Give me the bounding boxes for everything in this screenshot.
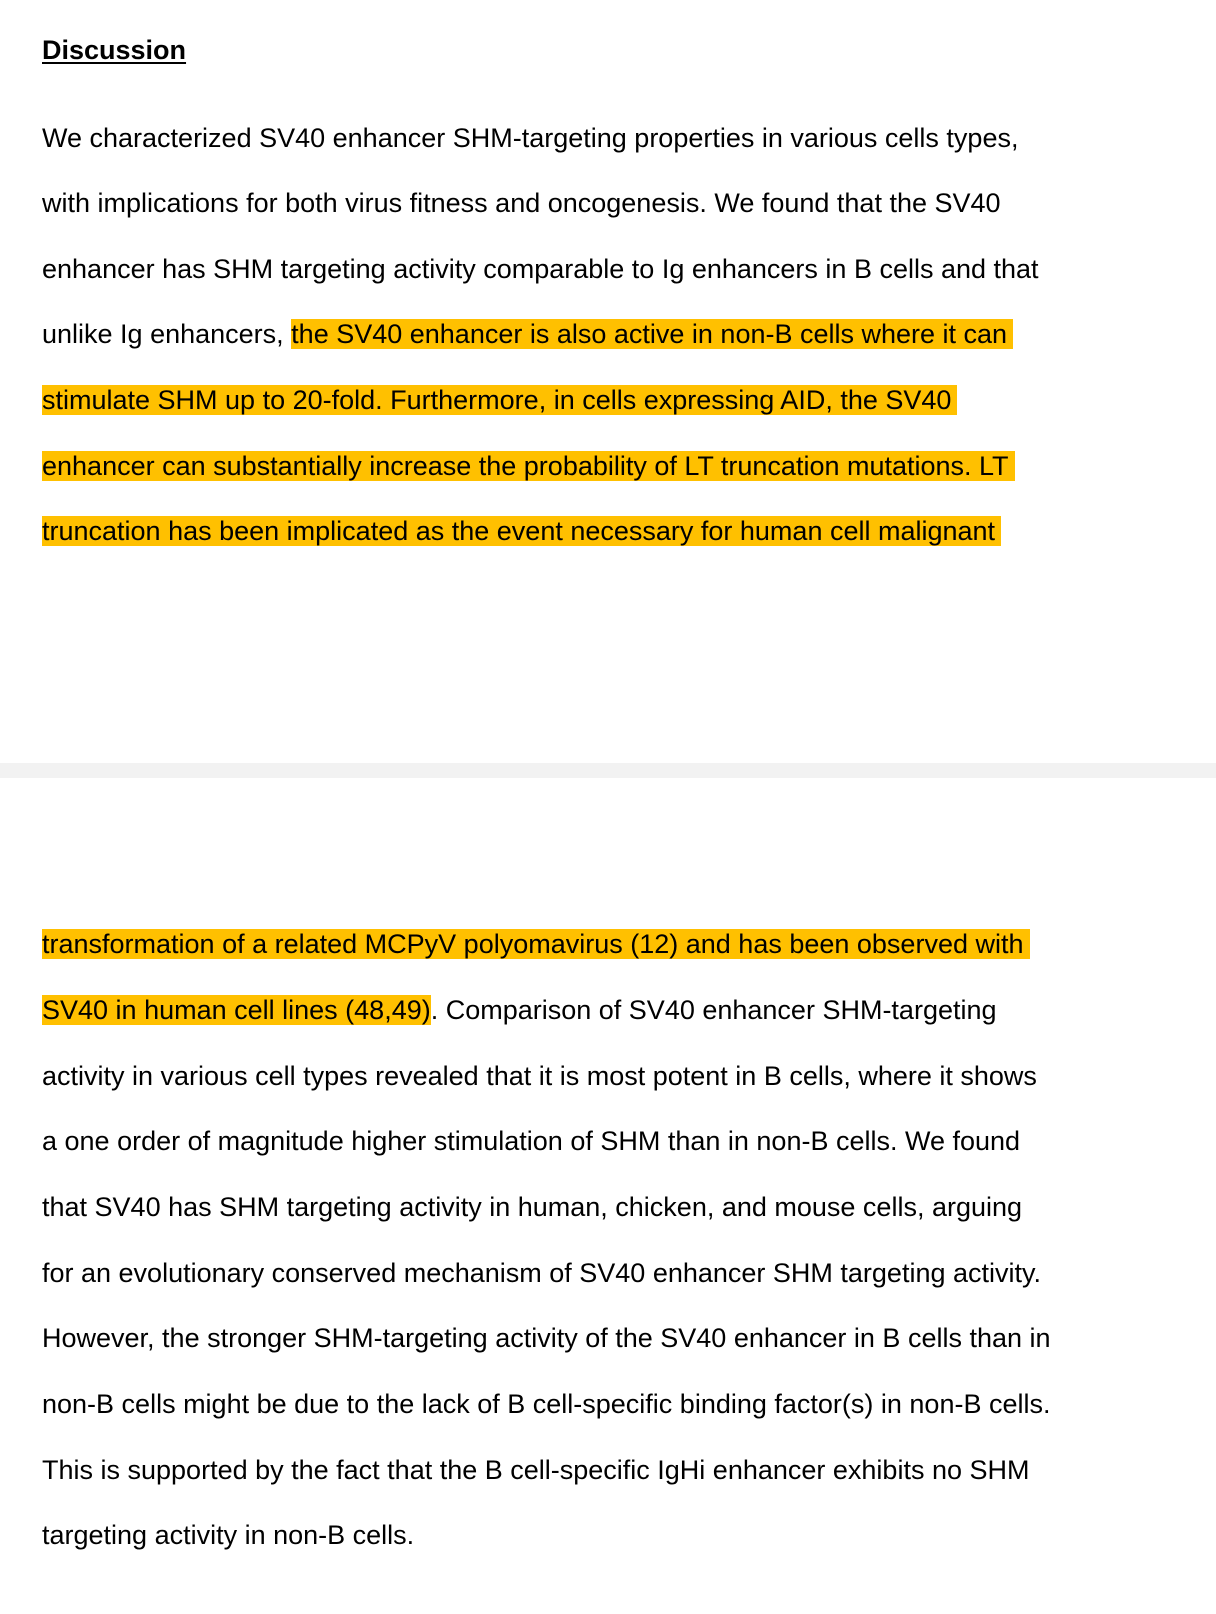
text-segment-plain: . Comparison of SV40 enhancer SHM-targeting bbox=[430, 995, 997, 1025]
text-line-7 bbox=[42, 513, 1001, 549]
text-line-15: non-B cells might be due to the lack of B cell-specific binding factor(s) in non-B cells. bbox=[42, 1389, 1051, 1419]
section-heading: Discussion bbox=[42, 35, 187, 65]
highlighted-text: SV40 in human cell lines (48,49) bbox=[42, 995, 431, 1025]
highlighted-text: enhancer can substantially increase the probability of LT truncation mutations. LT bbox=[42, 451, 1015, 481]
text-line-1: We characterized SV40 enhancer SHM-targeting properties in various cells types, bbox=[42, 123, 1019, 153]
text-line-4 bbox=[42, 316, 1013, 352]
highlighted-text: transformation of a related MCPyV polyomavirus (12) and has been observed with bbox=[42, 929, 1030, 959]
text-line-17: targeting activity in non-B cells. bbox=[42, 1520, 415, 1550]
highlighted-text: the SV40 enhancer is also active in non-B cells where it can bbox=[291, 319, 1013, 349]
text-line-10: activity in various cell types revealed that it is most potent in B cells, where it shows bbox=[42, 1061, 1037, 1091]
text-line-11: a one order of magnitude higher stimulation of SHM than in non-B cells. We found bbox=[42, 1126, 1021, 1156]
text-line-8 bbox=[42, 926, 1030, 962]
text-segment-plain: unlike Ig enhancers, bbox=[42, 319, 292, 349]
text-line-9 bbox=[42, 992, 997, 1028]
text-line-6 bbox=[42, 448, 1015, 484]
highlighted-text: stimulate SHM up to 20-fold. Furthermore, in cells expressing AID, the SV40 bbox=[42, 385, 957, 415]
page-separator bbox=[0, 763, 1216, 778]
text-line-2: with implications for both virus fitness and oncogenesis. We found that the SV40 bbox=[42, 188, 1001, 218]
text-line-16: This is supported by the fact that the B cell-specific IgHi enhancer exhibits no SHM bbox=[42, 1455, 1030, 1485]
text-line-14: However, the stronger SHM-targeting activity of the SV40 enhancer in B cells than in bbox=[42, 1323, 1051, 1353]
text-line-5 bbox=[42, 382, 957, 418]
highlighted-text: truncation has been implicated as the event necessary for human cell malignant bbox=[42, 516, 1001, 546]
text-line-12: that SV40 has SHM targeting activity in human, chicken, and mouse cells, arguing bbox=[42, 1192, 1023, 1222]
text-line-13: for an evolutionary conserved mechanism of SV40 enhancer SHM targeting activity. bbox=[42, 1258, 1041, 1288]
text-line-3: enhancer has SHM targeting activity comparable to Ig enhancers in B cells and that bbox=[42, 254, 1039, 284]
